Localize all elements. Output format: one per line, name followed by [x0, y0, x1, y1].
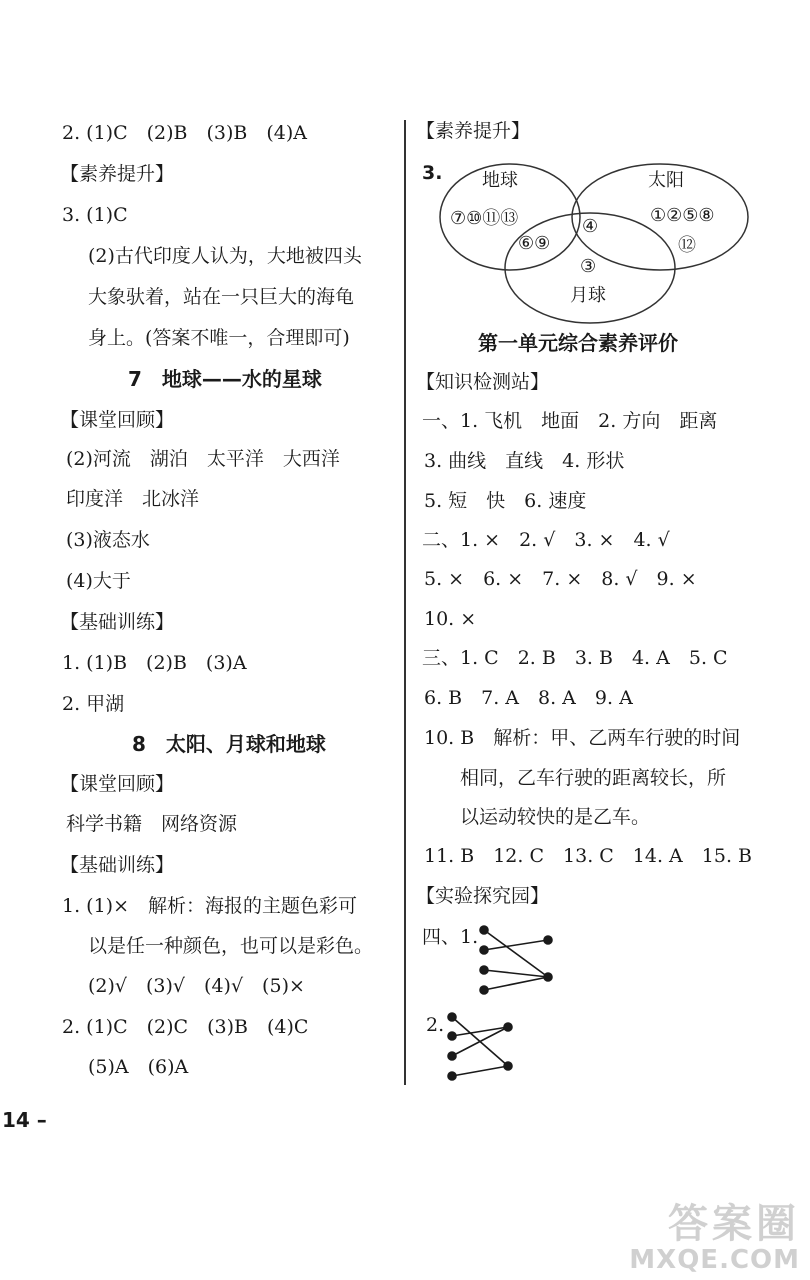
venn-sun-moon: ⑫	[678, 235, 696, 256]
answer-line: 3. (1)C	[62, 204, 128, 226]
venn-moon-only: ③	[580, 256, 597, 277]
section-heading: 【基础训练】	[60, 611, 175, 633]
section-heading: 【知识检测站】	[416, 371, 550, 393]
question-number: 2.	[426, 1014, 445, 1036]
answer-line: 6. B 7. A 8. A 9. A	[424, 687, 633, 709]
answer-line: 10. B 解析：甲、乙两车行驶的时间	[424, 727, 741, 749]
answer-line: (2)古代印度人认为，大地被四头	[88, 245, 362, 267]
lesson-title: 8 太阳、月球和地球	[132, 732, 326, 756]
answer-line: 大象驮着，站在一只巨大的海龟	[88, 286, 355, 308]
section-heading: 【课堂回顾】	[60, 773, 175, 795]
section-heading: 【实验探究园】	[416, 885, 550, 907]
venn-all-three: ④	[582, 216, 599, 237]
answer-line: (4)大于	[66, 570, 131, 592]
answer-line: 科学书籍 网络资源	[66, 813, 238, 835]
watermark-logo: 答案圈	[668, 1201, 800, 1247]
venn-earth-moon: ⑥⑨	[518, 233, 551, 254]
answer-line: 11. B 12. C 13. C 14. A 15. B	[424, 845, 753, 867]
answer-line: 2. (1)C (2)B (3)B (4)A	[62, 122, 308, 144]
answer-line: 印度洋 北冰洋	[66, 488, 200, 510]
question-number: 3.	[422, 162, 443, 184]
answer-line: (3)液态水	[66, 529, 150, 551]
answer-line: 相同，乙车行驶的距离较长，所	[460, 767, 727, 789]
answer-line: 一、1. 飞机 地面 2. 方向 距离	[422, 410, 718, 432]
question-number: 四、1.	[422, 926, 479, 948]
answer-line: (2)河流 湖泊 太平洋 大西洋	[66, 448, 340, 470]
answer-line: 5. 短 快 6. 速度	[424, 490, 587, 512]
lesson-title: 7 地球——水的星球	[128, 367, 322, 391]
answer-line: 以运动较快的是乙车。	[460, 806, 651, 828]
watermark-url: MXQE.COM	[629, 1245, 800, 1275]
venn-label-sun: 太阳	[648, 170, 684, 191]
answer-line: 1. (1)× 解析：海报的主题色彩可	[62, 895, 358, 917]
venn-label-earth: 地球	[482, 170, 518, 191]
answer-line: (5)A (6)A	[88, 1056, 189, 1078]
answer-line: 3. 曲线 直线 4. 形状	[424, 450, 625, 472]
answer-line: 二、1. × 2. √ 3. × 4. √	[422, 529, 670, 551]
watermark	[629, 1202, 800, 1274]
answer-line: 2. (1)C (2)C (3)B (4)C	[62, 1016, 309, 1038]
answer-line: 1. (1)B (2)B (3)A	[62, 652, 247, 674]
answer-line: (2)√ (3)√ (4)√ (5)×	[88, 975, 305, 997]
section-heading: 【课堂回顾】	[60, 409, 175, 431]
answer-line: 身上。(答案不唯一，合理即可)	[88, 327, 350, 349]
section-heading: 【素养提升】	[416, 120, 531, 142]
answer-line: 三、1. C 2. B 3. B 4. A 5. C	[422, 647, 728, 669]
answer-line: 10. ×	[424, 608, 477, 630]
venn-earth-only: ⑦⑩⑪⑬	[450, 208, 519, 229]
page-number: 14 –	[2, 1108, 47, 1132]
venn-label-moon: 月球	[570, 285, 606, 306]
section-heading: 【基础训练】	[60, 854, 175, 876]
venn-sun-only: ①②⑤⑧	[650, 205, 715, 226]
answer-line: 以是任一种颜色，也可以是彩色。	[88, 935, 374, 957]
unit-title: 第一单元综合素养评价	[478, 331, 678, 355]
section-heading: 【素养提升】	[60, 163, 175, 185]
answer-line: 2. 甲湖	[62, 693, 125, 715]
answer-line: 5. × 6. × 7. × 8. √ 9. ×	[424, 568, 697, 590]
